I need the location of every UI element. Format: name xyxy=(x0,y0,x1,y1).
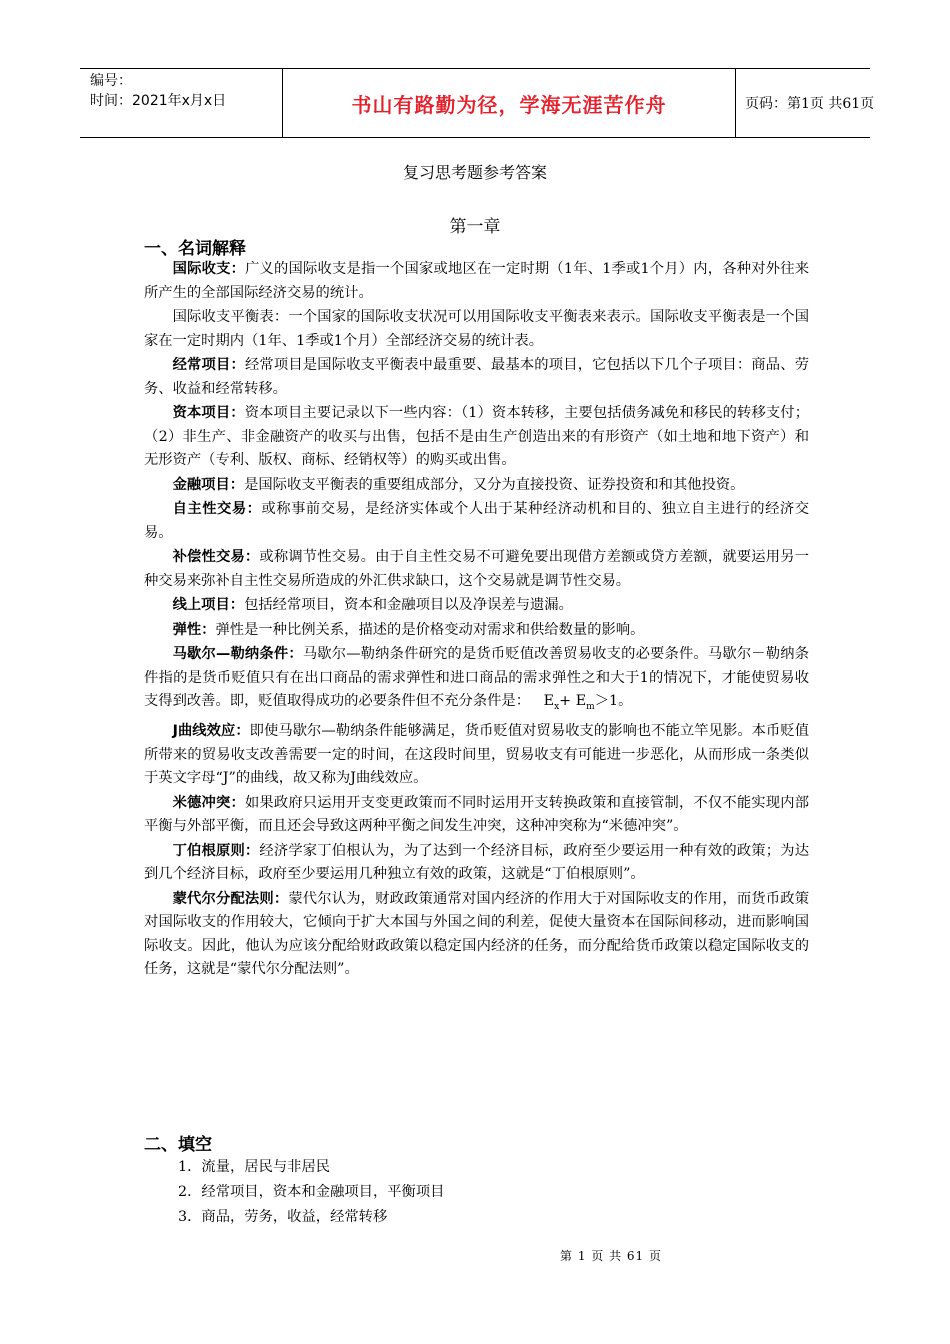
definition-paragraph xyxy=(144,594,809,618)
definition-term: 丁伯根原则： xyxy=(172,842,260,859)
definition-paragraph xyxy=(144,888,809,982)
definition-body: 或称调节性交易。由于自主性交易不可避免要出现借方差额或贷方差额，就要运用另一种交易来弥补自主性交易所造成的外汇供求缺口，这个交易就是调节性交易。 xyxy=(144,549,810,589)
header-motto-cell xyxy=(282,69,736,137)
section-heading-fill-in: 二、填空 xyxy=(144,1135,212,1155)
definition-body: 弹性是一种比例关系，描述的是价格变动对需求和供给数量的影响。 xyxy=(215,621,645,638)
definition-body: 包括经常项目，资本和金融项目以及净误差与遗漏。 xyxy=(244,597,573,613)
definition-body: 马歇尔—勒纳条件研究的是货币贬值改善贸易收支的必要条件。马歇尔－勒纳条件指的是货币贬值只有在出口商品的需求弹性和进口商品的需求弹性之和大于1的情况下，才能使贸易收支得到改善。即，贬值取得成功的必要条件但不充分条件是： xyxy=(144,646,810,709)
definition-body: 经济学家丁伯根认为，为了达到一个经济目标，政府至少要运用一种有效的政策；为达到几个经济目标，政府至少要运用几种独立有效的政策，这就是“丁伯根原则”。 xyxy=(144,842,810,883)
definition-term: 经常项目： xyxy=(172,357,245,373)
definition-body: 经常项目是国际收支平衡表中最重要、最基本的项目，它包括以下几个子项目：商品、劳务、收益和经常转移。 xyxy=(144,357,810,397)
section-heading-definitions: 一、名词解释 xyxy=(144,239,246,259)
doc-time-label: 时间：2021年x月x日 xyxy=(90,93,227,109)
definition-paragraph xyxy=(144,840,809,887)
definition-paragraph xyxy=(144,720,809,791)
definition-term: 线上项目： xyxy=(172,597,245,613)
definition-paragraph xyxy=(144,354,809,401)
definition-body: 是国际收支平衡表的重要组成部分，又分为直接投资、证券投资和和其他投资。 xyxy=(244,476,745,493)
motto: 书山有路勤为径，学海无涯苦作舟 xyxy=(351,92,667,117)
definition-term: 马歇尔—勒纳条件： xyxy=(172,646,303,662)
definition-body: 蒙代尔认为，财政政策通常对国内经济的作用大于对国际收支的作用，而货币政策对国际收支的作用较大，它倾向于扩大本国与外国之间的利差，促使大量资本在国际间移动，进而影响国际收支。因此，他认为应该分配给财政政策以稳定国内经济的任务，而分配给货币政策以稳定国际收支的任务，这就是“蒙代尔分配法则”。 xyxy=(144,890,810,978)
header-page-label: 页码：第1页 共61页 xyxy=(745,96,875,112)
doc-number-label: 编号： xyxy=(90,73,132,89)
definition-paragraph xyxy=(144,792,809,839)
list-item: 3．商品，劳务，收益，经常转移 xyxy=(178,1209,388,1225)
definition-term: 金融项目： xyxy=(172,476,245,493)
list-item: 1．流量，居民与非居民 xyxy=(178,1159,331,1175)
definition-paragraph xyxy=(144,258,809,305)
definition-term: J曲线效应： xyxy=(172,723,250,740)
definition-paragraph xyxy=(144,643,809,719)
definition-term: 国际收支： xyxy=(172,261,246,277)
definition-body: 广义的国际收支是指一个国家或地区在一定时期（1年、1季或1个月）内，各种对外往来所产生的全部国际经济交易的统计。 xyxy=(144,261,809,301)
definition-body: 国际收支平衡表：一个国家的国际收支状况可以用国际收支平衡表来表示。国际收支平衡表是一个国家在一定时期内（1年、1季或1个月）全部经济交易的统计表。 xyxy=(144,309,809,349)
definition-paragraph xyxy=(144,402,809,473)
definition-term: 米德冲突： xyxy=(172,794,245,811)
page-header xyxy=(80,68,875,138)
page-footer: 第 1 页 共 61 页 xyxy=(560,1249,662,1263)
definition-paragraph xyxy=(144,498,809,545)
definition-body: 即使马歇尔—勒纳条件能够满足，货币贬值对贸易收支的影响也不能立竿见影。本币贬值所带来的贸易收支改善需要一定的时间，在这段时间里，贸易收支有可能进一步恶化，从而形成一条类似于英文字母“J”的曲线，故又称为J曲线效应。 xyxy=(144,723,809,787)
definition-term: 弹性： xyxy=(172,621,216,638)
definition-paragraph xyxy=(144,546,809,593)
definition-paragraph xyxy=(144,474,809,498)
definition-term: 自主性交易： xyxy=(172,501,262,517)
definition-body: 或称事前交易，是经济实体或个人出于某种经济动机和目的、独立自主进行的经济交易。 xyxy=(144,501,809,541)
definition-paragraph xyxy=(144,306,809,353)
definition-term: 蒙代尔分配法则： xyxy=(172,890,289,907)
definition-body: 如果政府只运用开支变更政策而不同时运用开支转换政策和直接管制，不仅不能实现内部平衡与外部平衡，而且还会导致这两种平衡之间发生冲突，这种冲突称为“米德冲突”。 xyxy=(144,794,810,835)
ml-condition-formula: $E_x+ E_m>1$。 xyxy=(543,693,633,712)
list-item: 2．经常项目，资本和金融项目，平衡项目 xyxy=(178,1184,445,1200)
definitions-list xyxy=(144,258,809,983)
header-page-cell xyxy=(735,69,875,137)
definition-term: 资本项目： xyxy=(172,405,245,421)
definition-term: 补偿性交易： xyxy=(172,549,260,565)
chapter-title: 第一章 xyxy=(449,217,501,237)
fill-in-answers xyxy=(178,1155,444,1230)
definition-body: 资本项目主要记录以下一些内容：（1）资本转移，主要包括债务减免和移民的转移支付；（2）非生产、非金融资产的收买与出售，包括不是由生产创造出来的有形资产（如土地和地下资产）和无形资产（专利、版权、商标、经销权等）的购买或出售。 xyxy=(144,405,810,468)
document-title: 复习思考题参考答案 xyxy=(402,163,547,182)
definition-paragraph xyxy=(144,619,809,643)
header-meta xyxy=(80,69,280,137)
